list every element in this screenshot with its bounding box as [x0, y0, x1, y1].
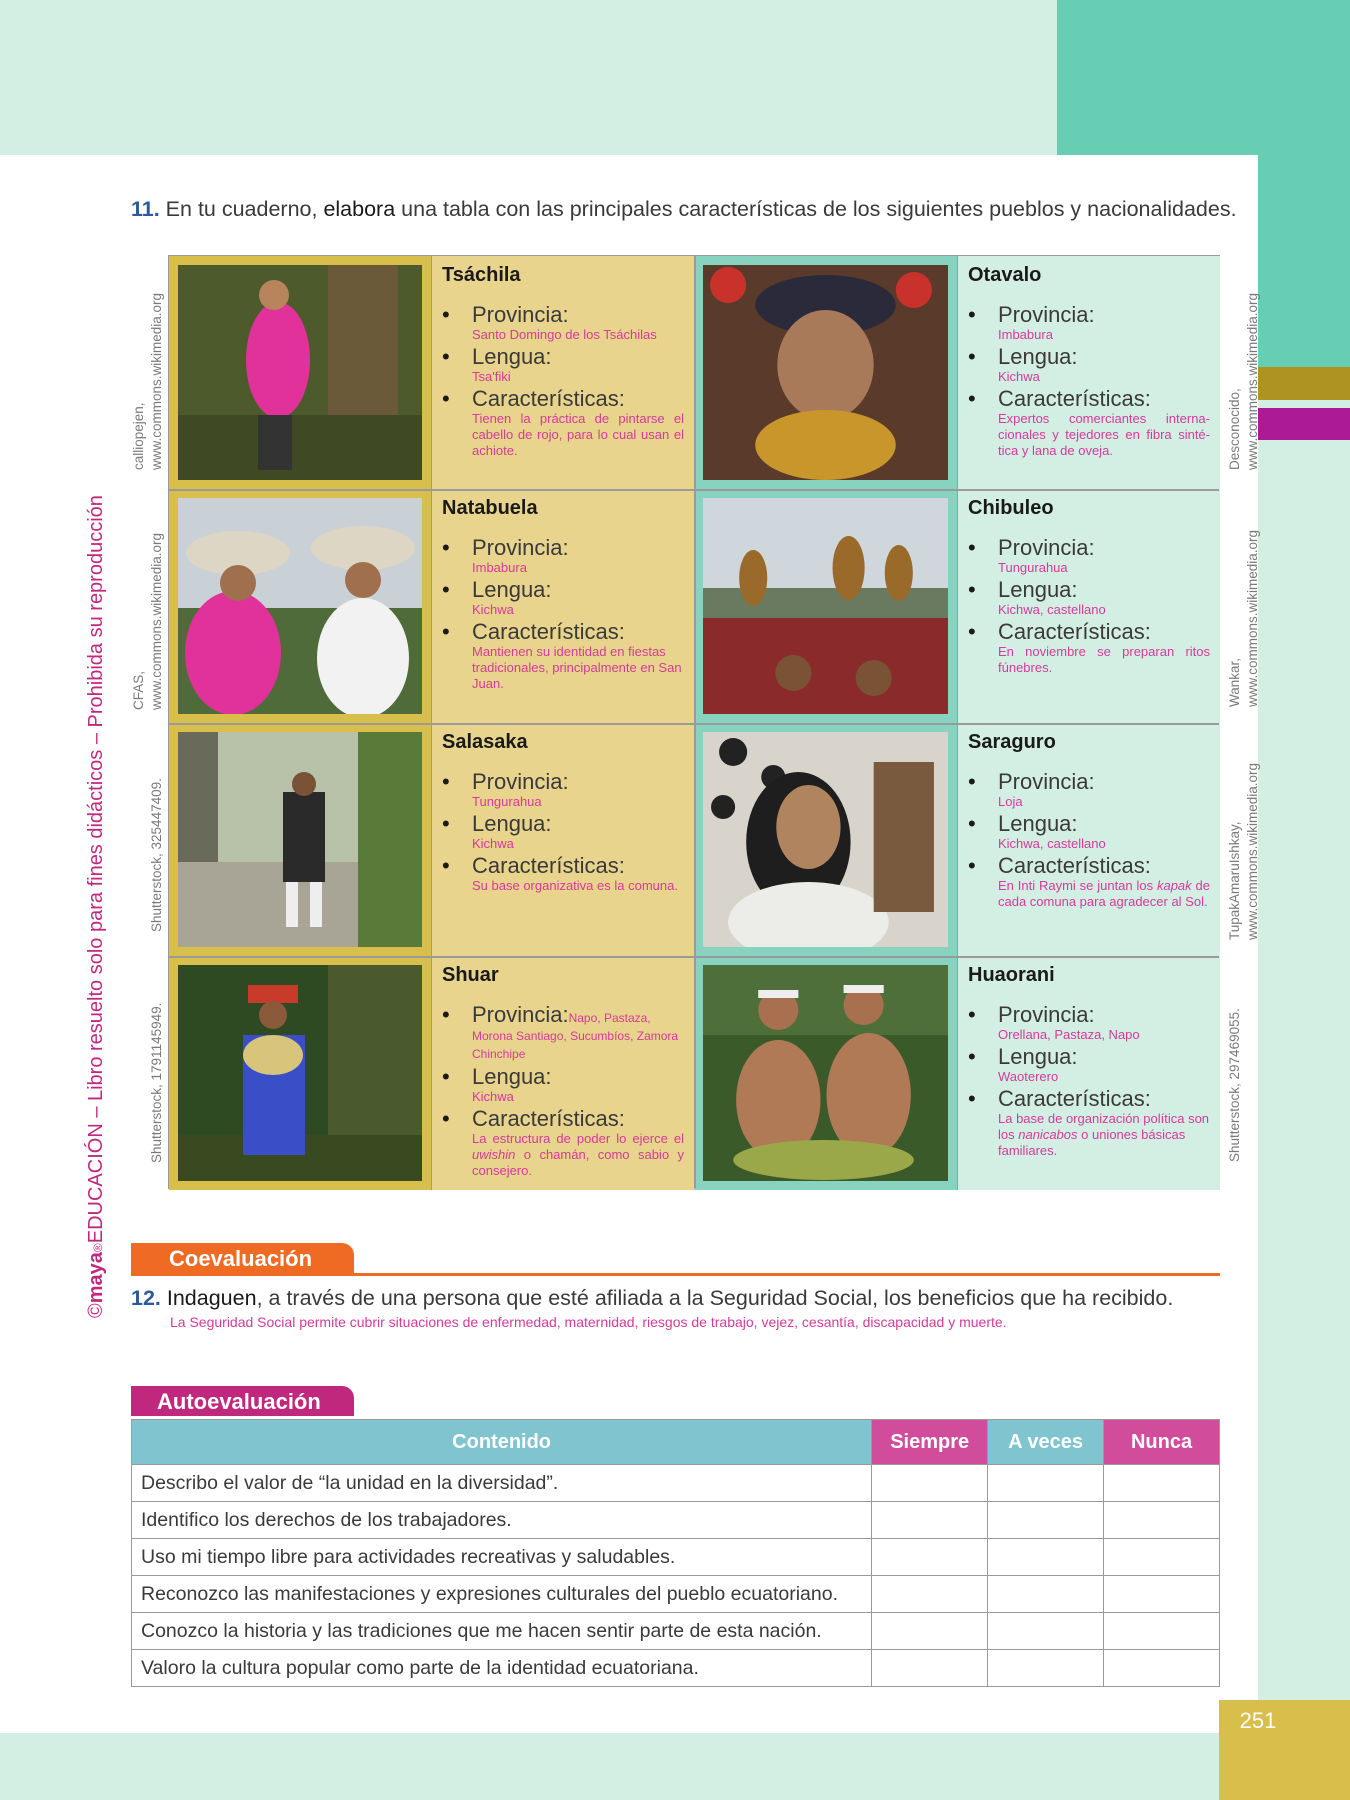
row-statement: Conozco la historia y las tradiciones que me hacen sentir parte de esta nación. [132, 1613, 872, 1650]
field-value: Kichwa [472, 836, 514, 851]
field-value: Tsa'fiki [472, 369, 511, 384]
field-label: Provincia: [472, 769, 569, 794]
field-caracteristicas [968, 854, 1210, 910]
photo-credit-salasaka [148, 778, 166, 932]
field-label: Características: [472, 386, 625, 411]
photo-credit-chibuleo [1226, 530, 1262, 707]
field-label: Características: [472, 853, 625, 878]
cell-nunca[interactable] [1104, 1539, 1220, 1576]
cell-siempre[interactable] [872, 1502, 988, 1539]
credit-line: Shutterstock, 1791145949. [149, 1002, 164, 1163]
field-value: En noviembre se preparan ritos fúnebres. [998, 644, 1210, 675]
field-label: Lengua: [998, 811, 1078, 836]
field-caracteristicas [442, 620, 684, 692]
pueblo-name: Otavalo [968, 264, 1042, 286]
field-value [472, 1131, 684, 1179]
table-row [132, 1613, 1220, 1650]
cell-a-veces[interactable] [988, 1650, 1104, 1687]
credit-line: Shutterstock, 325447409. [149, 778, 164, 932]
photo-credit-saraguro [1226, 763, 1262, 940]
field-label: Lengua: [472, 344, 552, 369]
field-label: Lengua: [472, 811, 552, 836]
header-a-veces: A veces [988, 1420, 1104, 1465]
field-provincia [968, 303, 1210, 343]
pueblo-name: Tsáchila [442, 264, 521, 286]
field-lengua [968, 812, 1210, 852]
pueblo-name: Huaorani [968, 964, 1055, 986]
info-huaorani [957, 956, 1220, 1190]
header-siempre: Siempre [872, 1420, 988, 1465]
cell-siempre[interactable] [872, 1613, 988, 1650]
field-lengua [442, 812, 684, 852]
autoevaluacion-banner: Autoevaluación [131, 1386, 354, 1416]
info-otavalo [957, 256, 1220, 489]
field-label: Lengua: [998, 344, 1078, 369]
field-label: Características: [998, 619, 1151, 644]
field-label: Provincia: [998, 769, 1095, 794]
field-lengua [968, 345, 1210, 385]
field-label: Características: [472, 619, 625, 644]
autoevaluacion-table [131, 1419, 1220, 1687]
field-label: Lengua: [472, 577, 552, 602]
question-number: 12. [131, 1286, 161, 1310]
credit-line: www.commons.wikimedia.org [149, 292, 164, 470]
right-edge-teal-band [1258, 155, 1350, 367]
field-label: Características: [998, 1086, 1151, 1111]
registered-symbol: ® [91, 1243, 105, 1253]
field-provincia [968, 770, 1210, 810]
photo-huaorani [694, 956, 957, 1190]
question-12 [131, 1286, 1173, 1311]
cell-a-veces[interactable] [988, 1465, 1104, 1502]
question-text: , a través de una persona que esté afiliada a la Seguridad Social, los beneficios que ha recibido. [256, 1286, 1174, 1310]
field-caracteristicas [968, 387, 1210, 459]
photo-salasaka-image [178, 732, 422, 947]
credit-line: www.commons.wikimedia.org [1245, 762, 1260, 940]
photo-chibuleo [694, 489, 957, 723]
field-value: Imbabura [472, 560, 527, 575]
row-statement: Identifico los derechos de los trabajadores. [132, 1502, 872, 1539]
field-provincia [968, 536, 1210, 576]
field-value: Imbabura [998, 327, 1053, 342]
credit-line: www.commons.wikimedia.org [149, 532, 164, 710]
field-label: Características: [472, 1106, 625, 1131]
cell-nunca[interactable] [1104, 1502, 1220, 1539]
field-caracteristicas [968, 620, 1210, 676]
field-provincia [442, 303, 684, 343]
value-part: de cada comuna para agradecer al Sol. [998, 878, 1210, 909]
cell-siempre[interactable] [872, 1576, 988, 1613]
grid-divider [694, 256, 696, 1188]
edge-tab-magenta [1258, 408, 1350, 440]
value-italic: uwishin [472, 1147, 516, 1162]
field-value: Loja [998, 794, 1023, 809]
credit-line: Wankar, [1227, 657, 1242, 707]
cell-a-veces[interactable] [988, 1539, 1104, 1576]
notice-text: EDUCACIÓN – Libro resuelto solo para fines didácticos – Prohibida su reproducción [85, 495, 107, 1244]
table-row [132, 1502, 1220, 1539]
photo-credit-tsachila [130, 293, 166, 470]
info-shuar [431, 956, 694, 1190]
field-value: Kichwa, castellano [998, 602, 1106, 617]
pueblo-name: Shuar [442, 964, 499, 986]
pueblo-name: Salasaka [442, 731, 528, 753]
table-row [132, 1650, 1220, 1687]
field-lengua [968, 1045, 1210, 1085]
field-label: Características: [998, 853, 1151, 878]
value-part: La base de organización política son los [998, 1111, 1210, 1142]
copyright-notice [85, 495, 108, 1318]
page-number: 251 [1239, 1708, 1277, 1733]
table-row [132, 1539, 1220, 1576]
photo-tsachila-image [178, 265, 422, 480]
credit-line: Shutterstock, 297469055. [1227, 1008, 1242, 1162]
field-label: Provincia: [472, 535, 569, 560]
field-lengua [442, 578, 684, 618]
field-value: Kichwa [998, 369, 1040, 384]
field-value: Napo, Pastaza, Morona Santiago, Sucumbíos, Zamora Chinchipe [472, 1011, 679, 1061]
header-nunca: Nunca [1104, 1420, 1220, 1465]
pueblos-grid [168, 255, 1220, 1189]
field-label: Características: [998, 386, 1151, 411]
credit-line: www.commons.wikimedia.org [1245, 292, 1260, 470]
photo-credit-otavalo [1226, 293, 1262, 470]
photo-credit-huaorani [1226, 1008, 1244, 1162]
cell-nunca[interactable] [1104, 1576, 1220, 1613]
credit-line: TupakAmaruIshkay, [1227, 821, 1242, 940]
field-value: Tungurahua [998, 560, 1068, 575]
brand-logo-text: maya [85, 1252, 107, 1304]
photo-credit-natabuela [130, 533, 166, 710]
question-12-answer: La Seguridad Social permite cubrir situaciones de enfermedad, maternidad, riesgos de trabajo, vejez, cesantía, discapacidad y muerte. [170, 1314, 1007, 1330]
field-label: Provincia: [472, 302, 569, 327]
field-label: Lengua: [998, 1044, 1078, 1069]
field-value: Su base organizativa es la comuna. [472, 878, 678, 893]
info-tsachila [431, 256, 694, 489]
photo-saraguro [694, 723, 957, 956]
field-label: Lengua: [998, 577, 1078, 602]
cell-siempre[interactable] [872, 1465, 988, 1502]
info-saraguro [957, 723, 1220, 956]
question-verb: elabora [323, 197, 396, 221]
photo-huaorani-image [703, 965, 948, 1181]
field-lengua [442, 1065, 684, 1105]
question-number: 11. [131, 197, 160, 221]
value-part: En Inti Raymi se juntan los [998, 878, 1157, 893]
field-value [998, 878, 1210, 910]
photo-chibuleo-image [703, 498, 948, 714]
field-value: Expertos comerciantes interna-cionales y tejedores en fibra sinté-tica y lana de oveja. [998, 411, 1210, 458]
field-provincia [442, 770, 684, 810]
coevaluacion-banner: Coevaluación [131, 1243, 354, 1273]
coevaluacion-rule [131, 1273, 1220, 1276]
value-italic: kapak [1156, 878, 1192, 893]
row-statement: Describo el valor de “la unidad en la diversidad”. [132, 1465, 872, 1502]
info-salasaka [431, 723, 694, 956]
field-label: Provincia: [998, 535, 1095, 560]
field-value: Tienen la práctica de pintarse el cabello de rojo, para lo cual usan el achiote. [472, 411, 684, 458]
field-provincia [442, 1003, 684, 1063]
header-contenido: Contenido [132, 1420, 872, 1465]
cell-nunca[interactable] [1104, 1650, 1220, 1687]
corner-teal-block [1057, 0, 1350, 155]
photo-otavalo-image [703, 265, 948, 480]
cell-a-veces[interactable] [988, 1576, 1104, 1613]
copyright-symbol: © [85, 1303, 107, 1318]
question-text: En tu cuaderno, [159, 197, 324, 221]
question-text: una tabla con las principales características de los siguientes pueblos y nacionalidades. [395, 197, 1237, 221]
cell-siempre[interactable] [872, 1650, 988, 1687]
field-label: Provincia: [472, 1002, 569, 1027]
field-lengua [442, 345, 684, 385]
field-value: Kichwa [472, 602, 514, 617]
field-caracteristicas [442, 854, 684, 894]
row-statement: Reconozco las manifestaciones y expresiones culturales del pueblo ecuatoriano. [132, 1576, 872, 1613]
value-part: La estructura de poder lo ejerce el [472, 1131, 684, 1146]
photo-shuar [169, 956, 431, 1190]
cell-siempre[interactable] [872, 1539, 988, 1576]
pueblo-name: Natabuela [442, 497, 538, 519]
pueblo-name: Chibuleo [968, 497, 1054, 519]
credit-line: www.commons.wikimedia.org [1245, 529, 1260, 707]
info-natabuela [431, 489, 694, 723]
photo-otavalo [694, 256, 957, 489]
field-value: Mantienen su identidad en fiestas tradicionales, principalmente en San Juan. [472, 644, 682, 691]
value-part: o uniones básicas familiares. [998, 1127, 1186, 1158]
field-provincia [968, 1003, 1210, 1043]
photo-credit-shuar [148, 1003, 166, 1163]
info-chibuleo [957, 489, 1220, 723]
value-part: o chamán, como sabio y consejero. [472, 1147, 684, 1178]
credit-line: Desconocido, [1227, 388, 1242, 470]
photo-natabuela-image [178, 498, 422, 714]
field-value: Kichwa, castellano [998, 836, 1106, 851]
photo-saraguro-image [703, 732, 948, 947]
photo-natabuela [169, 489, 431, 723]
cell-nunca[interactable] [1104, 1465, 1220, 1502]
field-label: Provincia: [998, 1002, 1095, 1027]
field-value: Kichwa [472, 1089, 514, 1104]
field-provincia [442, 536, 684, 576]
field-value: Waoterero [998, 1069, 1059, 1084]
table-row [132, 1576, 1220, 1613]
field-value: Tungurahua [472, 794, 542, 809]
row-statement: Uso mi tiempo libre para actividades recreativas y saludables. [132, 1539, 872, 1576]
cell-nunca[interactable] [1104, 1613, 1220, 1650]
field-lengua [968, 578, 1210, 618]
field-value: Santo Domingo de los Tsáchilas [472, 327, 657, 342]
field-caracteristicas [442, 387, 684, 459]
pueblo-name: Saraguro [968, 731, 1056, 753]
table-header-row [132, 1420, 1220, 1465]
photo-tsachila [169, 256, 431, 489]
field-value: Orellana, Pastaza, Napo [998, 1027, 1140, 1042]
photo-salasaka [169, 723, 431, 956]
row-statement: Valoro la cultura popular como parte de la identidad ecuatoriana. [132, 1650, 872, 1687]
question-verb: Indaguen [166, 1286, 257, 1310]
cell-a-veces[interactable] [988, 1502, 1104, 1539]
value-italic: nanicabos [1018, 1127, 1078, 1142]
field-caracteristicas [442, 1107, 684, 1179]
field-label: Provincia: [998, 302, 1095, 327]
question-11 [131, 197, 1237, 222]
table-row [132, 1465, 1220, 1502]
field-label: Lengua: [472, 1064, 552, 1089]
field-caracteristicas [968, 1087, 1210, 1159]
photo-shuar-image [178, 965, 422, 1181]
field-value [998, 1111, 1210, 1159]
credit-line: CFAS, [131, 670, 146, 710]
edge-tab-olive [1258, 367, 1350, 400]
cell-a-veces[interactable] [988, 1613, 1104, 1650]
credit-line: calliopejen, [131, 402, 146, 470]
